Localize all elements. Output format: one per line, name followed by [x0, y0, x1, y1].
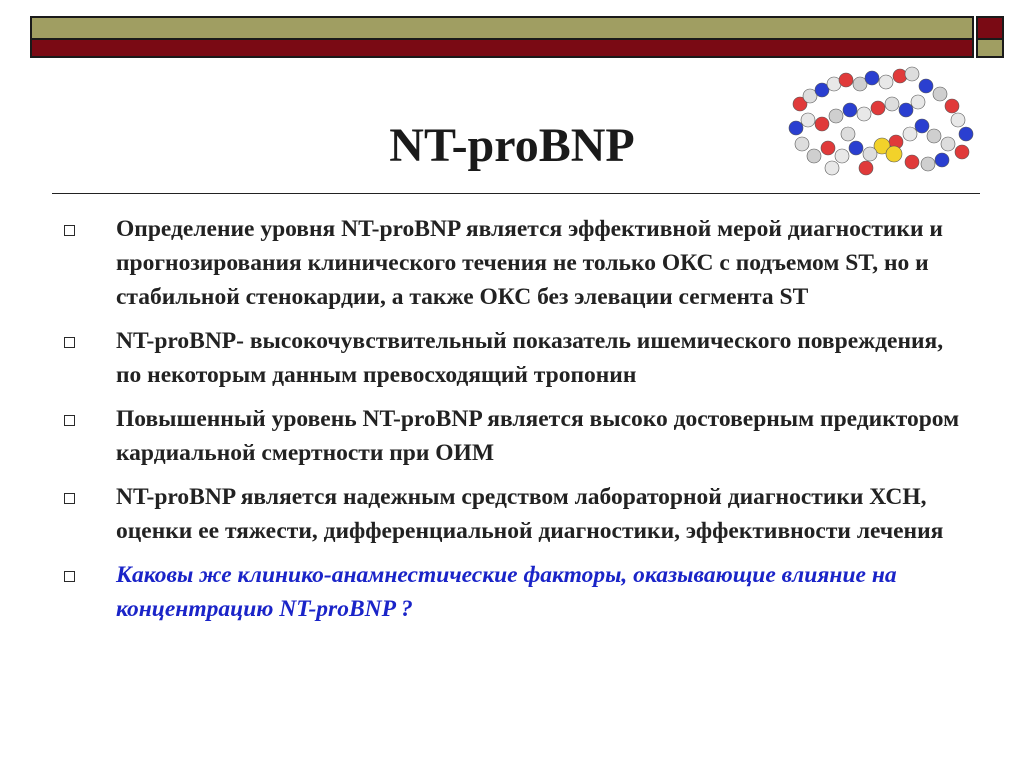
- header-band-red: [30, 40, 974, 58]
- header-band-olive: [30, 16, 974, 40]
- bullet-text: Определение уровня NT-proBNP является эффективной мерой диагностики и прогнозирования клинического течения не только ОКС с подъемом ST, но и стабильной стенокардии, а также ОКС без элевации сегмента ST: [116, 216, 943, 310]
- bullet-item: [60, 480, 960, 548]
- bullet-list: [60, 212, 960, 636]
- square-bullet-icon: [64, 225, 75, 236]
- bullet-text: Повышенный уровень NT-proBNP является высоко достоверным предиктором кардиальной смертности при ОИМ: [116, 406, 960, 466]
- molecule-illustration: [782, 64, 978, 180]
- bullet-item-question: [60, 558, 960, 626]
- bullet-item: [60, 212, 960, 314]
- square-bullet-icon: [64, 493, 75, 504]
- title-divider: [52, 193, 980, 194]
- header-corner-red: [976, 16, 1004, 40]
- square-bullet-icon: [64, 415, 75, 426]
- header-corner-olive: [976, 40, 1004, 58]
- bullet-item: [60, 324, 960, 392]
- bullet-item: [60, 402, 960, 470]
- bullet-text: Каковы же клинико-анамнестические факторы, оказывающие влияние на концентрацию NT-proBNP ?: [116, 562, 897, 622]
- slide-title: NT-proBNP: [389, 119, 635, 172]
- square-bullet-icon: [64, 571, 75, 582]
- square-bullet-icon: [64, 337, 75, 348]
- bullet-text: NT-proBNP является надежным средством лабораторной диагностики ХСН, оценки ее тяжести, дифференциальной диагностики, эффективности лечения: [116, 484, 944, 544]
- bullet-text: NT-proBNP- высокочувствительный показатель ишемического повреждения, по некоторым данным превосходящий тропонин: [116, 328, 944, 388]
